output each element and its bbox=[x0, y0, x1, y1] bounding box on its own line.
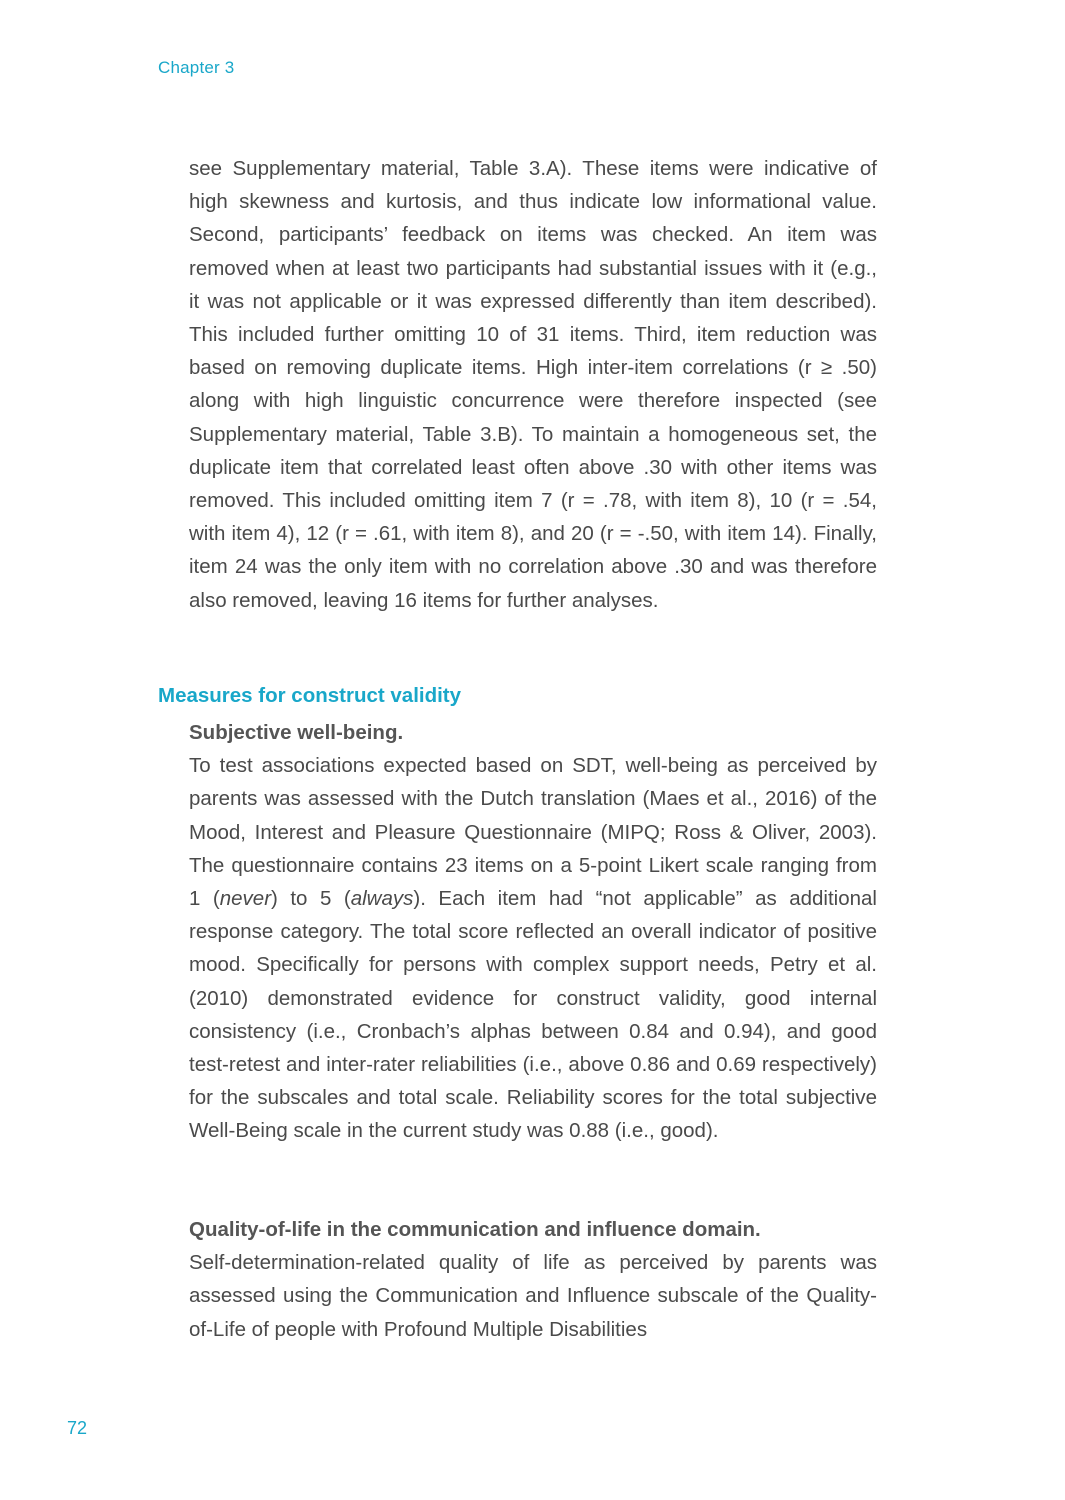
text-run: To test associations expected based on SDT, well-being as perceived by parents was assessed with the Dutch translation (Maes et al., 2016) of the Mood, Interest and Pleasure Questionnaire (MIPQ; Ross & Oliver, 2003). The questionnaire contains 23 items on a 5-point Likert scale ranging from 1 ( bbox=[189, 754, 877, 911]
text-run: ) to 5 ( bbox=[271, 887, 351, 911]
italic-term: never bbox=[219, 887, 272, 911]
italic-term: always bbox=[350, 887, 414, 911]
body-paragraph: Self-determination-related quality of life as perceived by parents was assessed using the Communication and Influence subscale of the Quality-of-Life of people with Profound Multiple Disabilities bbox=[189, 1251, 877, 1341]
subsection-heading: Subjective well-being. bbox=[189, 721, 404, 744]
subsection-quality-of-life bbox=[189, 1213, 877, 1346]
body-paragraph: see Supplementary material, Table 3.A). These items were indicative of high skewness and kurtosis, and thus indicate low informational value. Second, participants’ feedback on items was checked. An item was removed when at least two participants had substantial issues with it (e.g., it was not applicable or it was expressed differently than item described). This included further omitting 10 of 31 items. Third, item reduction was based on removing duplicate items. High inter-item correlations (r ≥ .50) along with high linguistic concurrence were therefore inspected (see Supplementary material, Table 3.B). To maintain a homogeneous set, the duplicate item that correlated least often above .30 with other items was removed. This included omitting item 7 (r = .78, with item 8), 10 (r = .54, with item 4), 12 (r = .61, with item 8), and 20 (r = -.50, with item 14). Finally, item 24 was the only item with no correlation above .30 and was therefore also removed, leaving 16 items for further analyses. bbox=[189, 157, 877, 612]
subsection-subjective-well-being bbox=[189, 716, 877, 1148]
text-run: ). Each item had “not applicable” as additional response category. The total score reflected an overall indicator of positive mood. Specifically for persons with complex support needs, Petry et al. (2010) demonstrated evidence for construct validity, good internal consistency (i.e., Cronbach’s alphas between 0.84 and 0.94), and good test-retest and inter-rater reliabilities (i.e., above 0.86 and 0.69 respectively) for the subscales and total scale. Reliability scores for the total subjective Well-Being scale in the current study was 0.88 (i.e., good). bbox=[189, 887, 877, 1143]
body-paragraph bbox=[189, 749, 877, 1147]
running-header-chapter: Chapter 3 bbox=[158, 58, 235, 77]
section-heading: Measures for construct validity bbox=[158, 684, 462, 707]
page-number: 72 bbox=[67, 1418, 88, 1438]
subsection-heading: Quality-of-life in the communication and influence domain. bbox=[189, 1218, 761, 1241]
